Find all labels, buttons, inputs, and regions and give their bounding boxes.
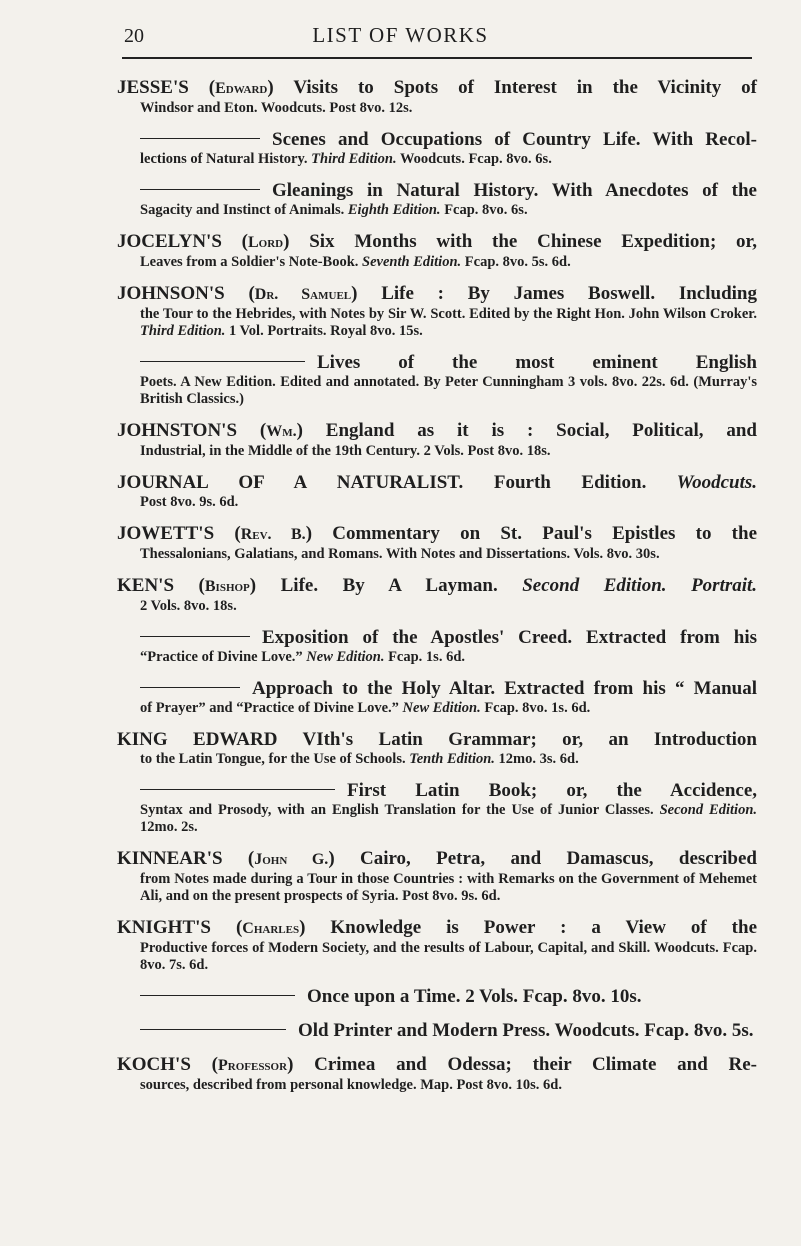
work-title: Knowledge is Power : a View of the [330, 917, 758, 938]
author-head: JOURNAL OF A NATURALIST. [117, 472, 464, 493]
running-head: LIST OF WORKS [312, 23, 489, 47]
edition-note: New Edition. [398, 700, 481, 716]
work-title: Lives of the most eminent English [317, 352, 757, 373]
details-text: lections of Natural History. [140, 151, 308, 167]
author-qualifier: Charles [242, 920, 300, 937]
work-title: Gleanings in Natural History. With Anecdotes of the [272, 180, 757, 201]
work-entry [117, 916, 757, 974]
details-text: Leaves from a Soldier's Note-Book. [140, 254, 359, 270]
author-head: KOCH'S [117, 1054, 191, 1075]
author-qualifier: Professor [217, 1057, 288, 1074]
details-text: Poets. A New Edition. Edited and annotated. By Peter Cunningham 3 vols. 8vo. 22s. 6d. (Murray's British Classics.) [140, 374, 757, 407]
author-qualifier: Rev. B. [240, 526, 306, 543]
author-qualifier: Edward [215, 80, 268, 97]
work-entry [117, 419, 757, 460]
edition-note: Tenth Edition. [405, 751, 495, 767]
work-entry [117, 128, 757, 168]
edition-note: Seventh Edition. [358, 254, 462, 270]
author-head: JOHNSTON'S [117, 420, 238, 441]
entry-heading-line: JOWETT'S (Rev. B.) Commentary on St. Paul's Epistles to the [117, 523, 757, 544]
work-entry [117, 76, 757, 117]
edition-note: Third Edition. [140, 323, 226, 339]
author-qualifier: Bishop [204, 578, 250, 595]
entry-details [117, 374, 757, 408]
entry-details [117, 751, 757, 768]
edition-note: Third Edition. [307, 151, 397, 167]
entry-details [117, 202, 757, 219]
entry-heading-line [117, 179, 757, 202]
work-title: Crimea and Odessa; their Climate and Re- [314, 1054, 758, 1075]
work-entry [117, 351, 757, 408]
entry-heading-line [117, 471, 757, 494]
author-head: KEN'S [117, 575, 175, 596]
details-text: 12mo. 3s. 6d. [494, 751, 579, 767]
work-title: Portrait. [666, 575, 758, 596]
author-qualifier: John G. [254, 851, 329, 868]
header-rule [122, 57, 752, 59]
ditto-dash [140, 995, 295, 996]
entry-heading-line: JESSE'S (Edward) Visits to Spots of Interest in the Vicinity of [117, 77, 757, 98]
details-text: Industrial, in the Middle of the 19th Century. 2 Vols. Post 8vo. 18s. [140, 443, 551, 459]
work-entry [117, 230, 757, 271]
work-title: First Latin Book; or, the Accidence, [347, 780, 757, 801]
entry-heading-line [117, 626, 757, 649]
details-text: “Practice of Divine Love.” [140, 649, 303, 665]
work-title: Once upon a Time. 2 Vols. Fcap. 8vo. 10s. [307, 986, 642, 1007]
work-title: Approach to the Holy Altar. Extracted from his “ Manual [252, 678, 757, 699]
work-entry [117, 985, 757, 1008]
work-title: Visits to Spots of Interest in the Vicinity of [293, 77, 757, 98]
details-text: Windsor and Eton. Woodcuts. Post 8vo. 12s. [140, 100, 413, 116]
details-text: Woodcuts. Fcap. 8vo. 6s. [396, 151, 552, 167]
details-text: from Notes made during a Tour in those Countries : with Remarks on the Government of Mehemet Ali, and on the present prospects of Syria. Post 8vo. 9s. 6d. [140, 871, 757, 904]
details-text: Fcap. 8vo. 1s. 6d. [480, 700, 591, 716]
entry-heading-line [117, 985, 757, 1008]
author-head: KING EDWARD VIth's [117, 729, 354, 750]
work-entry [117, 626, 757, 666]
work-entry [117, 847, 757, 905]
author-head: KNIGHT'S [117, 917, 211, 938]
entry-details [117, 494, 757, 511]
details-text: Thessalonians, Galatians, and Romans. With Notes and Dissertations. Vols. 8vo. 30s. [140, 546, 660, 562]
entry-heading-line: KNIGHT'S (Charles) Knowledge is Power : a View of the [117, 917, 758, 938]
details-text: Fcap. 1s. 6d. [384, 649, 466, 665]
work-entry [117, 1019, 757, 1042]
work-title: Second Edition. [497, 575, 667, 596]
entry-details [117, 598, 757, 615]
work-title: Exposition of the Apostles' Creed. Extracted from his [262, 627, 757, 648]
entry-heading-line: JOCELYN'S (Lord) Six Months with the Chinese Expedition; or, [117, 231, 757, 252]
ditto-dash [140, 789, 335, 790]
author-head: KINNEAR'S [117, 848, 223, 869]
details-text: Fcap. 8vo. 6s. [440, 202, 528, 218]
work-title: Six Months with the Chinese Expedition; or, [309, 231, 757, 252]
work-entry [117, 522, 757, 563]
entry-details [117, 871, 757, 905]
edition-note: Eighth Edition. [344, 202, 441, 218]
entry-details [117, 1077, 757, 1094]
work-title: Old Printer and Modern Press. Woodcuts. Fcap. 8vo. 5s. [298, 1020, 754, 1041]
work-entry [117, 179, 757, 219]
work-title: Scenes and Occupations of Country Life. With Recol- [272, 129, 757, 150]
author-head: JOWETT'S [117, 523, 215, 544]
details-text: Syntax and Prosody, with an English Translation for the Use of Junior Classes. [140, 802, 654, 818]
page-number: 20 [124, 25, 144, 47]
entry-heading-line [117, 728, 757, 751]
work-title: Life. By A Layman. [280, 575, 498, 596]
entry-heading-line: KINNEAR'S (John G.) Cairo, Petra, and Damascus, described [117, 848, 757, 869]
author-qualifier: Lord [247, 234, 284, 251]
entry-details [117, 254, 757, 271]
work-entry [117, 574, 757, 615]
details-text: Sagacity and Instinct of Animals. [140, 202, 345, 218]
details-text: the Tour to the Hebrides, with Notes by Sir W. Scott. Edited by the Right Hon. John Wilson Croker. [140, 306, 757, 322]
work-title: England as it is : Social, Political, and [325, 420, 757, 441]
details-text: 1 Vol. Portraits. Royal 8vo. 15s. [225, 323, 423, 339]
details-text: Productive forces of Modern Society, and the results of Labour, Capital, and Skill. Woodcuts. Fcap. 8vo. 7s. 6d. [140, 940, 757, 973]
details-text: Post 8vo. 9s. 6d. [140, 494, 239, 510]
entry-heading-line [117, 677, 757, 700]
work-title: Fourth Edition. [493, 472, 647, 493]
author-head: JOHNSON'S [117, 283, 225, 304]
entry-heading-line [117, 779, 757, 802]
work-title: Woodcuts. [646, 472, 757, 493]
work-title: Life : By James Boswell. Including [381, 283, 757, 304]
entry-details [117, 700, 757, 717]
entry-details [117, 802, 757, 836]
page-header [0, 0, 801, 64]
entry-details [117, 546, 757, 563]
work-title: Commentary on St. Paul's Epistles to the [332, 523, 757, 544]
entry-details [117, 940, 757, 974]
ditto-dash [140, 138, 260, 139]
entry-heading-line: JOHNSTON'S (Wm.) England as it is : Social, Political, and [117, 420, 757, 441]
ditto-dash [140, 687, 240, 688]
ditto-dash [140, 361, 305, 362]
author-head: JESSE'S [117, 77, 189, 98]
work-entry [117, 677, 757, 717]
author-qualifier: Wm. [266, 423, 297, 440]
author-qualifier: Dr. Samuel [254, 286, 352, 303]
work-entry [117, 282, 757, 340]
entry-details [117, 649, 757, 666]
work-title: Cairo, Petra, and Damascus, described [359, 848, 757, 869]
entry-heading-line: KOCH'S (Professor) Crimea and Odessa; their Climate and Re- [117, 1054, 758, 1075]
work-entry [117, 1053, 757, 1094]
details-text: sources, described from personal knowledge. Map. Post 8vo. 10s. 6d. [140, 1077, 562, 1093]
entry-heading-line: JOHNSON'S (Dr. Samuel) Life : By James Boswell. Including [117, 283, 757, 304]
edition-note: Second Edition. [653, 802, 758, 818]
ditto-dash [140, 1029, 286, 1030]
details-text: to the Latin Tongue, for the Use of Schools. [140, 751, 406, 767]
ditto-dash [140, 636, 250, 637]
entry-details [117, 100, 757, 117]
details-text: Fcap. 8vo. 5s. 6d. [461, 254, 571, 270]
ditto-dash [140, 189, 260, 190]
entry-heading-line [117, 1019, 757, 1042]
details-text: of Prayer” and “Practice of Divine Love.” [140, 700, 399, 716]
author-head: JOCELYN'S [117, 231, 222, 252]
works-list [117, 76, 757, 1105]
entry-heading-line [117, 128, 757, 151]
work-entry [117, 471, 757, 511]
entry-heading-line: KEN'S (Bishop) Life. By A Layman. Second Edition. Portrait. [117, 575, 758, 596]
work-title: Latin Grammar; or, an Introduction [378, 729, 757, 750]
entry-details [117, 443, 757, 460]
details-text: 2 Vols. 8vo. 18s. [140, 598, 237, 614]
work-entry [117, 728, 757, 768]
entry-details [117, 151, 757, 168]
entry-details [117, 306, 757, 340]
work-entry [117, 779, 757, 836]
details-text: 12mo. 2s. [140, 819, 198, 835]
entry-heading-line [117, 351, 757, 374]
edition-note: New Edition. [302, 649, 385, 665]
